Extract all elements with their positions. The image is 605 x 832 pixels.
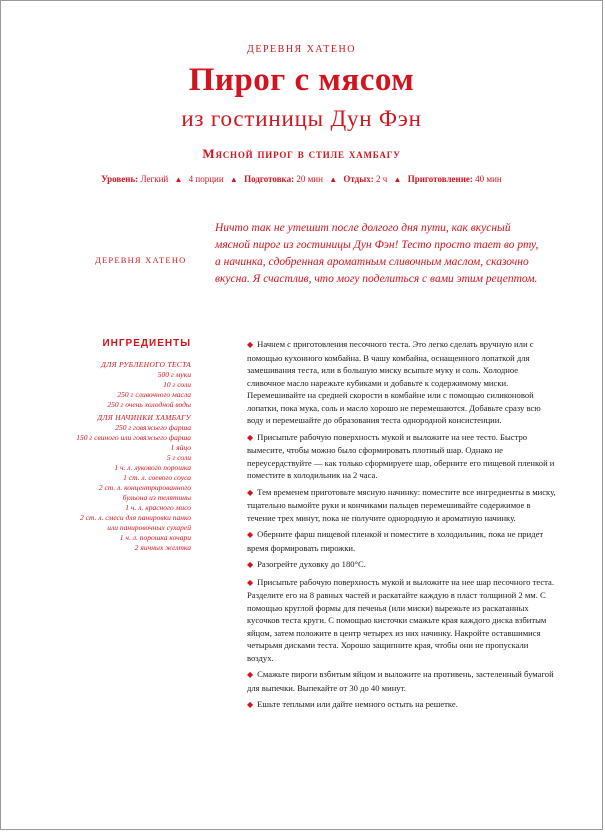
step-text: Оберните фарш пищевой пленкой и поместите в холодильник, пока не придет время формировать пирожки.	[247, 529, 544, 553]
intro-text: Ничто так не утешит после долгого дня пути, как вкусный мясной пирог из гостиницы Дун Фэн! Тесто просто тает во рту, а начинка, сдобренная ароматным сливочным маслом, сказочно вкусна. Я счастлив, что могу поделиться с вами этим рецептом.	[215, 222, 539, 285]
prep-value: 20 мин	[296, 174, 323, 184]
page-title-line1: Пирог с мясом	[188, 62, 415, 98]
triangle-icon: ▲	[329, 175, 338, 184]
step-text: Тем временем приготовьте мясную начинку: поместите все ингредиенты в миску, тщательно вымойте руки и кончиками пальцев перемешивайте содержимое в течение трех минут, пока не получите однородную и ароматную начинку.	[247, 486, 556, 523]
ingredient-item: 1 яйцо	[170, 443, 191, 452]
rest-label: Отдых:	[343, 174, 374, 184]
step-item	[247, 558, 557, 572]
ingredient-item: 2 яичных желтка	[134, 543, 191, 552]
step-text: Начнем с приготовления песочного теста. Это легко сделать вручную или с помощью кухонного комбайна. В чашу комбайна, оснащенного лопаткой для замешивания теста, или в большую миску всыпьте муку и соль. Холодное сливочное масло нарежьте кубиками и добавьте к содержимому миски. Перемешивайте на средней скорости в комбайне или с помощью силиконовой лопатки, пока мука, соль и масло хорошо не перемешаются. Добавьте сразу всю воду и перемешайте до образования теста однородной консистенции.	[247, 339, 541, 425]
ingredients-heading: ИНГРЕДИЕНТЫ	[102, 338, 191, 349]
cook-label: Приготовление:	[407, 174, 473, 184]
diamond-bullet-icon: ◆	[247, 432, 254, 442]
diamond-bullet-icon: ◆	[247, 560, 254, 569]
ingredient-item: 250 г очень холодной воды	[107, 400, 191, 409]
step-item	[247, 668, 557, 694]
triangle-icon: ▲	[174, 175, 183, 184]
ingredient-item: 150 г свиного или говяжьего фарша	[76, 433, 191, 442]
step-item	[247, 486, 557, 525]
side-village: ДЕРЕВНЯ ХАТЕНО	[95, 255, 187, 265]
step-item	[247, 338, 557, 427]
portions-value: 4 порции	[188, 174, 224, 184]
page-subtitle: Мясной пирог в стиле хамбагу	[202, 146, 401, 161]
ingredient-item: 1 ч. л. порошка кочари	[119, 533, 191, 542]
step-text: Разогрейте духовку до 180°С.	[257, 559, 366, 569]
level-label: Уровень:	[101, 174, 139, 184]
diamond-bullet-icon: ◆	[247, 487, 254, 497]
step-text: Ешьте теплыми или дайте немного остыть на решетке.	[257, 699, 458, 709]
steps-list	[247, 338, 557, 716]
prep-label: Подготовка:	[244, 174, 295, 184]
ingredient-item: 250 г сливочного масла	[117, 390, 191, 399]
recipe-meta	[1, 174, 602, 184]
cook-value: 40 мин	[475, 174, 502, 184]
ingredient-item: 5 г соли	[166, 453, 191, 462]
level-value: Легкий	[140, 174, 169, 184]
page-title-line2: из гостиницы Дун Фэн	[181, 106, 422, 131]
ingredient-item: 1 ч. л. лукового порошка	[114, 463, 191, 472]
ingredient-group-title: ДЛЯ НАЧИНКИ ХАМБАГУ	[97, 413, 191, 422]
ingredient-item: бульона из телятины	[122, 493, 191, 502]
rest-value: 2 ч	[376, 174, 388, 184]
step-text: Присыпьте рабочую поверхность мукой и выложите на нее шар песочного теста. Разделите его на 8 равных частей и раскатайте каждую в пласт толщиной 2 мм. С помощью круглой формы для печенья (или миски) вырежьте из раскатанных кусочков теста круги. С помощью кисточки смажьте края каждого диска взбитым яйцом, затем положите в центр четырех из них начинку. Накройте оставшимися четырьмя дисками теста. Хорошо защипните края, чтобы они не пропускали воздух.	[247, 576, 555, 663]
header-village: ДЕРЕВНЯ ХАТЕНО	[247, 44, 356, 55]
diamond-bullet-icon: ◆	[247, 530, 254, 539]
ingredient-group-title: ДЛЯ РУБЛЕНОГО ТЕСТА	[101, 360, 191, 369]
ingredient-item: 1 ст. л. соевого соуса	[123, 473, 191, 482]
ingredient-item: 500 г муки	[157, 370, 191, 379]
ingredient-item: 250 г говяжьего фарша	[115, 423, 191, 432]
ingredient-item: 2 ст. л. концентрированного	[98, 483, 191, 492]
ingredient-groups	[61, 359, 191, 553]
diamond-bullet-icon: ◆	[247, 670, 254, 679]
ingredients-column	[61, 338, 191, 553]
ingredient-item: 10 г соли	[163, 380, 191, 389]
triangle-icon: ▲	[229, 175, 238, 184]
step-item	[247, 528, 557, 554]
step-item	[247, 698, 557, 712]
step-text: Смажьте пироги взбитым яйцом и выложите на противень, застеленный бумагой для выпечки. Выпекайте от 30 до 40 минут.	[247, 669, 554, 693]
ingredient-item: или панировочных сухарей	[107, 523, 191, 532]
diamond-bullet-icon: ◆	[247, 577, 254, 587]
step-item	[247, 576, 557, 665]
triangle-icon: ▲	[393, 175, 402, 184]
ingredient-item: 1 ч. л. красного мисо	[125, 503, 191, 512]
step-item	[247, 431, 557, 482]
diamond-bullet-icon: ◆	[247, 700, 254, 709]
step-text: Присыпьте рабочую поверхность мукой и выложите на нее тесто. Быстро вымесите, чтобы можно было сформировать плотный шар. Однако не переусердствуйте — как только сформируете шар, оберните его пищевой пленкой и поместите в холодильник на 2 часа.	[247, 431, 555, 480]
diamond-bullet-icon: ◆	[247, 340, 254, 349]
ingredient-item: 2 ст. л. смеси для панировки панко	[79, 513, 191, 522]
